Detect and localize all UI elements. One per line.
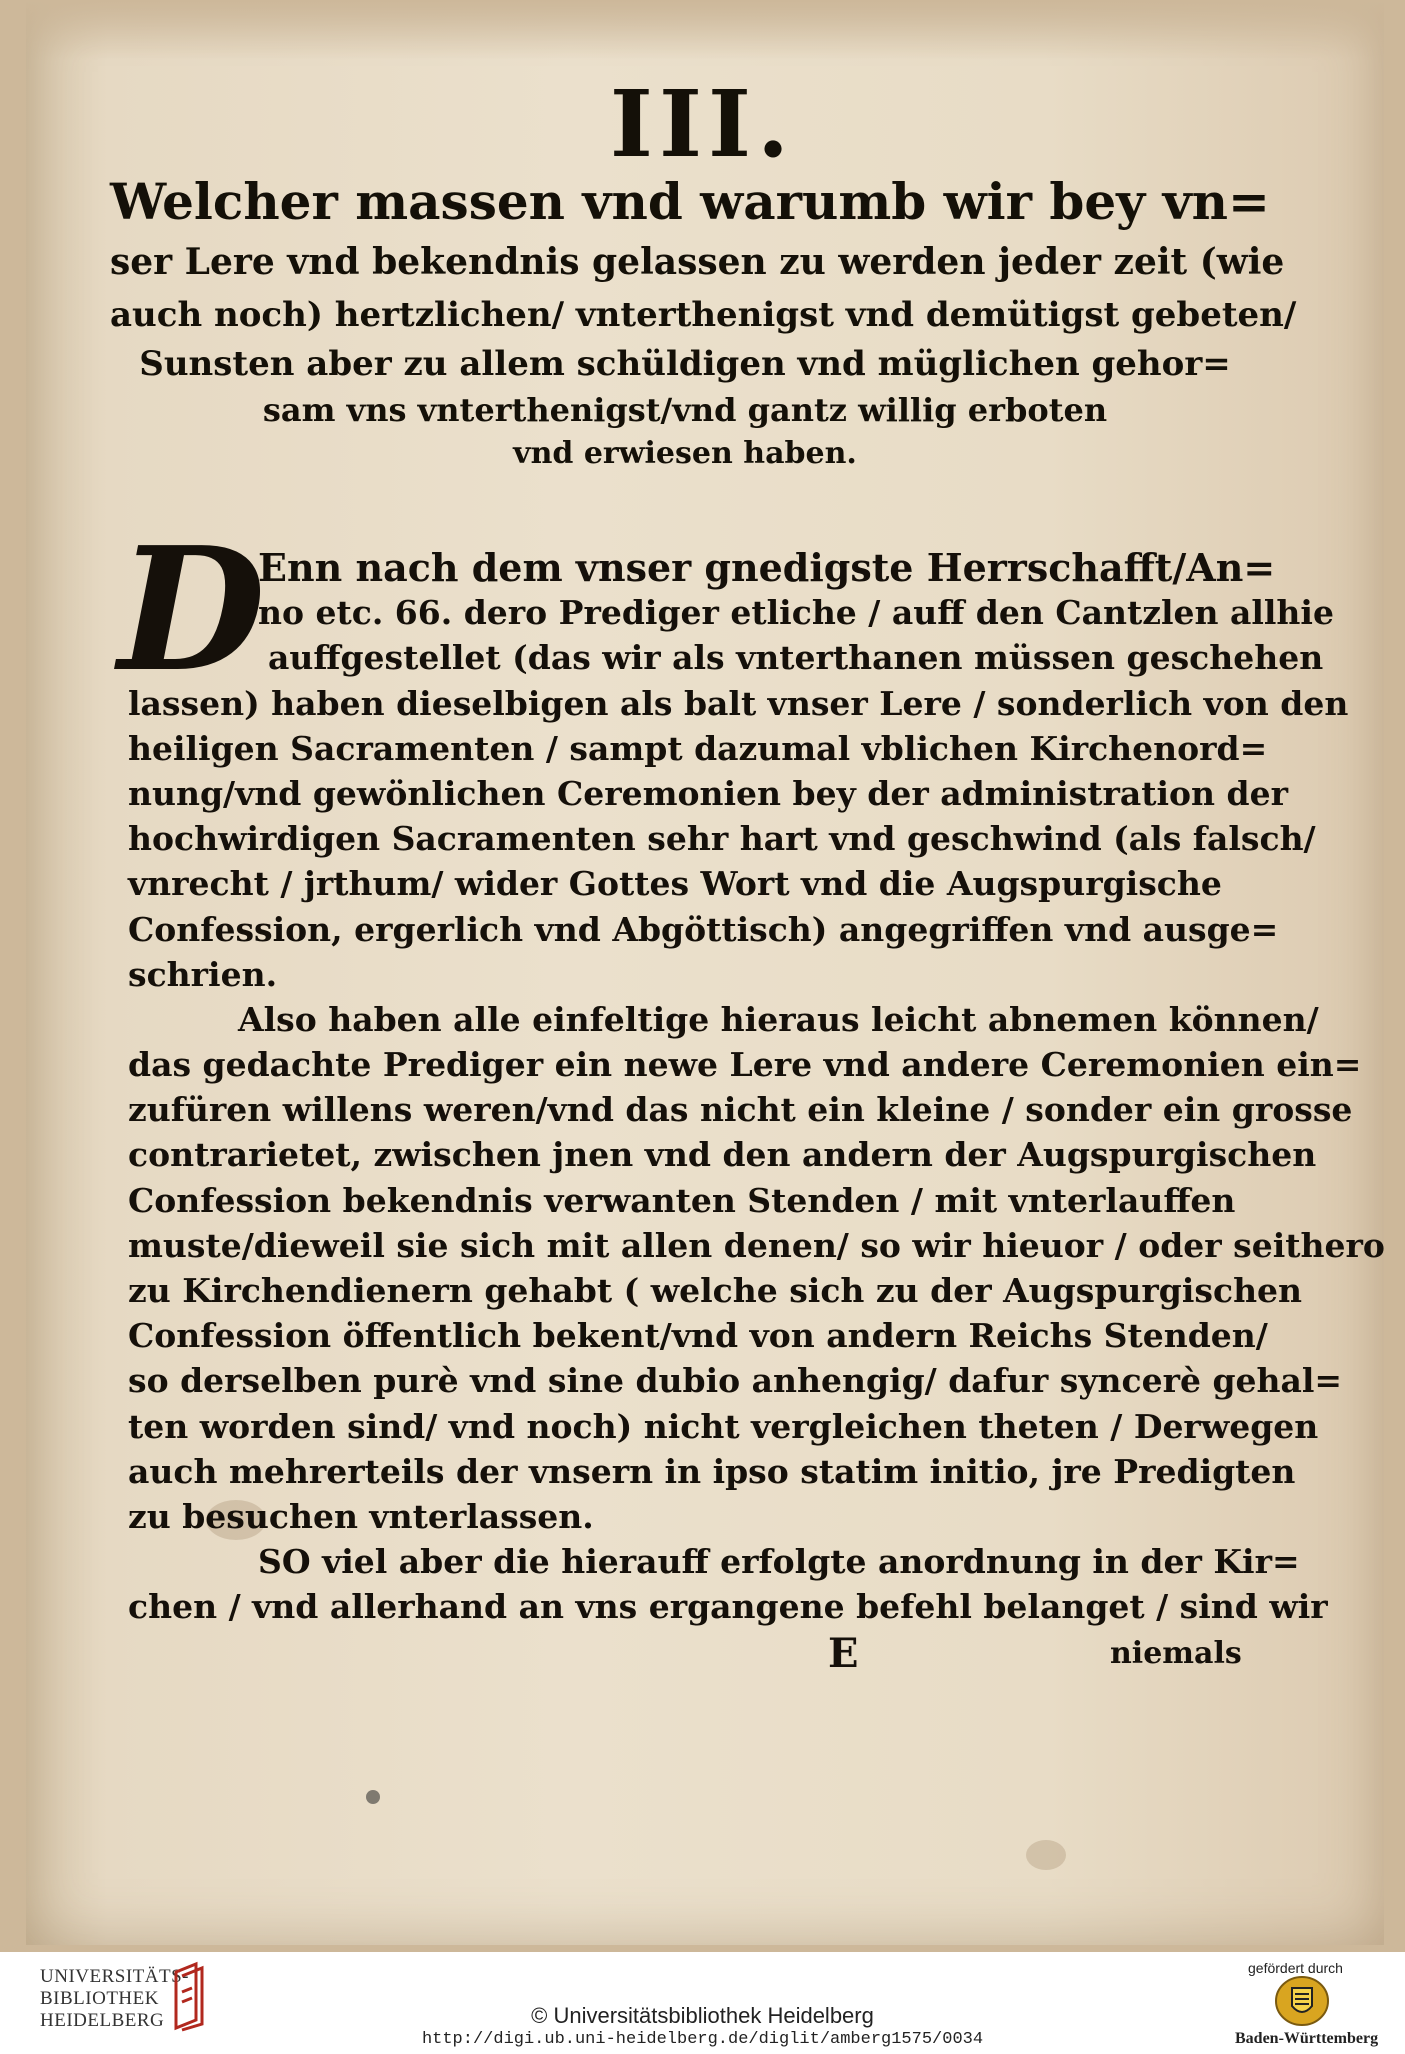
baden-wuerttemberg-seal-icon <box>1275 1976 1329 2026</box>
text-line: chen / vnd allerhand an vns ergangene befehl belanget / sind wir <box>128 1587 1328 1627</box>
library-name-line: BIBLIOTHEK <box>40 1988 159 2009</box>
stain <box>1026 1840 1066 1870</box>
heading-line: auch noch) hertzlichen/ vnterthenigst vnd demütigst gebeten/ <box>110 295 1297 335</box>
text-line: das gedachte Prediger ein newe Lere vnd andere Ceremonien ein= <box>128 1045 1362 1085</box>
heading-line: vnd erwiesen haben. <box>513 436 857 471</box>
decorated-initial: D <box>118 510 266 710</box>
text-line: lassen) haben dieselbigen als balt vnser Lere / sonderlich von den <box>128 683 1349 723</box>
text-line: vnrecht / jrthum/ wider Gottes Wort vnd die Augspurgische <box>128 864 1222 904</box>
text-line: no etc. 66. dero Prediger etliche / auff den Cantzlen allhie <box>258 593 1334 633</box>
text-line: Confession öffentlich bekent/vnd von andern Reichs Stenden/ <box>128 1316 1268 1356</box>
copyright-notice: © Universitätsbibliothek Heidelberg <box>531 2003 874 2028</box>
text-line: heiligen Sacramenten / sampt dazumal vblichen Kirchenord= <box>128 728 1268 768</box>
text-line: SO viel aber die hierauff erfolgte anordnung in der Kir= <box>258 1542 1300 1582</box>
text-line: Also haben alle einfeltige hieraus leicht abnemen können/ <box>238 999 1319 1039</box>
text-line: zufüren willens weren/vnd das nicht ein kleine / sonder ein grosse <box>128 1090 1353 1130</box>
text-line: Enn nach dem vnser gnedigste Herrschafft/An= <box>258 545 1276 590</box>
heading-line: Sunsten aber zu allem schüldigen vnd müglichen gehor= <box>139 344 1231 384</box>
torn-top-edge <box>26 0 1384 60</box>
library-name-line: UNIVERSITÄTS- <box>40 1966 189 1987</box>
heading-line: sam vns vnterthenigst/vnd gantz willig erboten <box>262 391 1108 429</box>
text-line: Confession bekendnis verwanten Stenden / mit vnterlauffen <box>128 1180 1236 1220</box>
body-text <box>118 510 1385 1630</box>
text-line: zu Kirchendienern gehabt ( welche sich zu der Augspurgischen <box>128 1271 1303 1310</box>
heading-line: Welcher massen vnd warumb wir bey vn= <box>110 172 1270 231</box>
text-line: Confession, ergerlich vnd Abgöttisch) angegriffen vnd ausge= <box>128 909 1279 949</box>
text-line: contrarietet, zwischen jnen vnd den andern der Augspurgischen <box>128 1135 1317 1175</box>
text-line: hochwirdigen Sacramenten sehr hart vnd geschwind (als falsch/ <box>128 819 1316 859</box>
ink-spot <box>366 1790 380 1804</box>
text-line: nung/vnd gewönlichen Ceremonien bey der administration der <box>128 773 1288 813</box>
chapter-number: III. <box>609 70 796 178</box>
text-line: zu besuchen vnterlassen. <box>128 1496 594 1536</box>
text-line: ten worden sind/ vnd noch) nicht vergleichen theten / Derwegen <box>128 1406 1319 1446</box>
text-line: auch mehrerteils der vnsern in ipso statim initio, jre Predigten <box>128 1451 1296 1491</box>
signature-mark: E <box>828 1630 859 1677</box>
permalink-url[interactable]: http://digi.ub.uni-heidelberg.de/diglit/amberg1575/0034 <box>421 2030 984 2049</box>
text-line: so derselben purè vnd sine dubio anhengig/ dafur syncerè gehal= <box>128 1361 1343 1401</box>
heading-line: ser Lere vnd bekendnis gelassen zu werden jeder zeit (wie <box>110 241 1285 283</box>
catchword: niemals <box>1110 1636 1242 1671</box>
text-line: schrien. <box>128 954 278 994</box>
chapter-heading <box>110 170 1297 476</box>
text-line: muste/dieweil sie sich mit allen denen/ so wir hieuor / oder seithero <box>128 1225 1385 1265</box>
library-name-line: HEIDELBERG <box>40 2010 165 2031</box>
funder-name: Baden-Württemberg <box>1235 2030 1379 2047</box>
text-line: auffgestellet (das wir als vnterthanen müssen geschehen <box>268 638 1324 678</box>
funded-by-label: gefördert durch <box>1248 1960 1343 1976</box>
